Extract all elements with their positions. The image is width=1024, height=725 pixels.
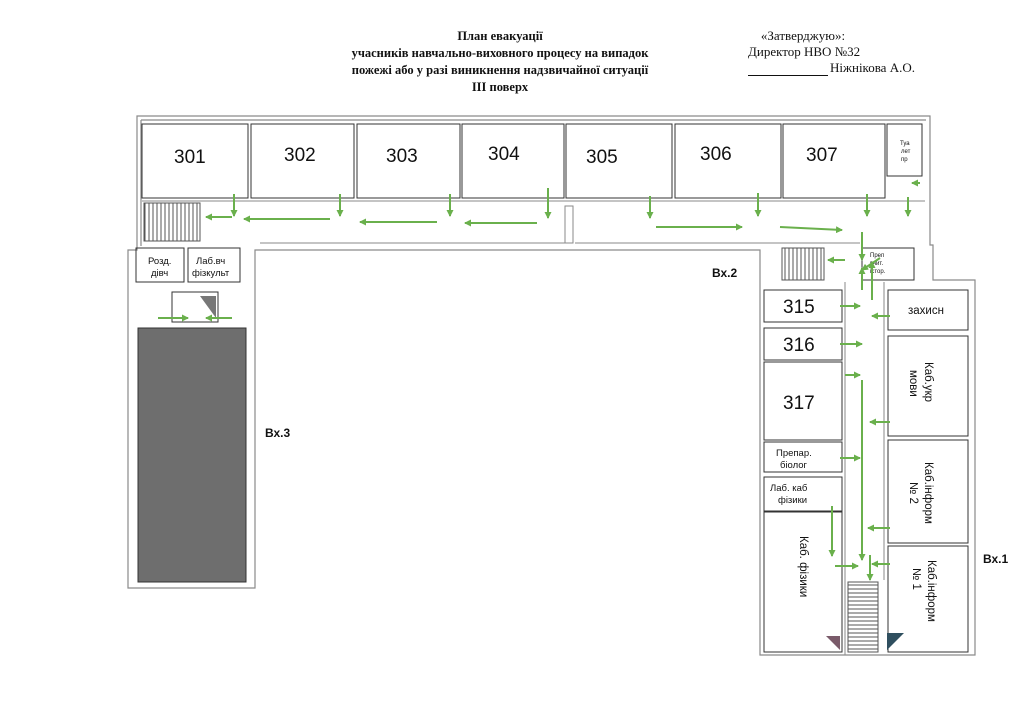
label-303: 303 <box>386 146 418 167</box>
stairs-top-left <box>144 203 200 241</box>
title-line: учасників навчально-виховного процесу на випадок <box>351 46 649 60</box>
label-kab-inform1: № 1 <box>910 568 922 590</box>
label-rozd: дівч <box>151 268 169 279</box>
label-rozd: Розд. <box>148 256 172 267</box>
label-toilet: Туа <box>900 141 910 147</box>
exit-2-label: Вх.2 <box>712 266 738 280</box>
top-wing-outline <box>128 116 975 655</box>
label-302: 302 <box>284 145 316 166</box>
gym-hall <box>138 328 246 582</box>
label-kab-inform2: Каб.інформ <box>922 462 934 524</box>
label-lab-fizyky: фізики <box>778 495 808 506</box>
title-line: пожежі або у разі виникнення надзвичайної ситуації <box>351 63 649 77</box>
inner-wall-line <box>141 120 926 246</box>
label-prep-biol: біолог <box>780 460 808 471</box>
label-305: 305 <box>586 147 618 168</box>
corridor-divider <box>565 206 573 243</box>
label-kab-fizyky: Каб. фізики <box>797 536 809 598</box>
label-prep-history: істор. <box>870 269 886 275</box>
stairs-bottom <box>848 582 878 652</box>
room-305 <box>566 124 672 198</box>
stairs-vx2 <box>782 248 824 280</box>
room-labels <box>148 141 944 622</box>
stair-hatch-bottom-right <box>887 633 904 650</box>
label-kab-inform2: № 2 <box>907 482 919 504</box>
approval-line: «Затверджую»: <box>760 28 846 43</box>
label-307: 307 <box>806 145 838 166</box>
label-317: 317 <box>783 393 815 414</box>
exit-labels <box>265 266 1009 566</box>
label-306: 306 <box>700 144 732 165</box>
label-kab-ukr: мови <box>907 370 919 397</box>
label-toilet: лет <box>901 149 911 155</box>
label-kab-ukr: Каб.укр <box>922 362 934 403</box>
label-prep-biol: Препар. <box>776 448 812 459</box>
label-zakhysn: захисн <box>908 305 944 317</box>
label-lab-fizyky: Лаб. каб <box>770 483 808 494</box>
label-toilet: пр <box>901 157 908 163</box>
label-301: 301 <box>174 147 206 168</box>
label-315: 315 <box>783 297 815 318</box>
label-lab-fizkult: Лаб.вч <box>196 256 226 267</box>
approval-line: Директор НВО №32 <box>748 44 861 59</box>
approval-name: Ніжнікова А.О. <box>830 60 915 75</box>
label-prep-history: вчит. <box>870 261 884 267</box>
room-numbers <box>174 144 838 414</box>
label-lab-fizkult: фізкульт <box>192 268 230 279</box>
label-kab-inform1: Каб.інформ <box>925 560 937 622</box>
label-prep-history: Преп <box>870 253 885 259</box>
title-line: ІІІ поверх <box>471 80 529 94</box>
stair-small-hatch <box>200 296 216 318</box>
label-316: 316 <box>783 335 815 356</box>
title-line: План евакуації <box>457 29 543 43</box>
exit-3-label: Вх.3 <box>265 426 291 440</box>
stair-hatch-bottom-left <box>826 636 840 650</box>
outer-walls <box>128 116 975 655</box>
top-rooms <box>142 124 922 198</box>
label-304: 304 <box>488 144 520 165</box>
evac-arrow <box>780 227 842 230</box>
exit-1-label: Вх.1 <box>983 552 1009 566</box>
